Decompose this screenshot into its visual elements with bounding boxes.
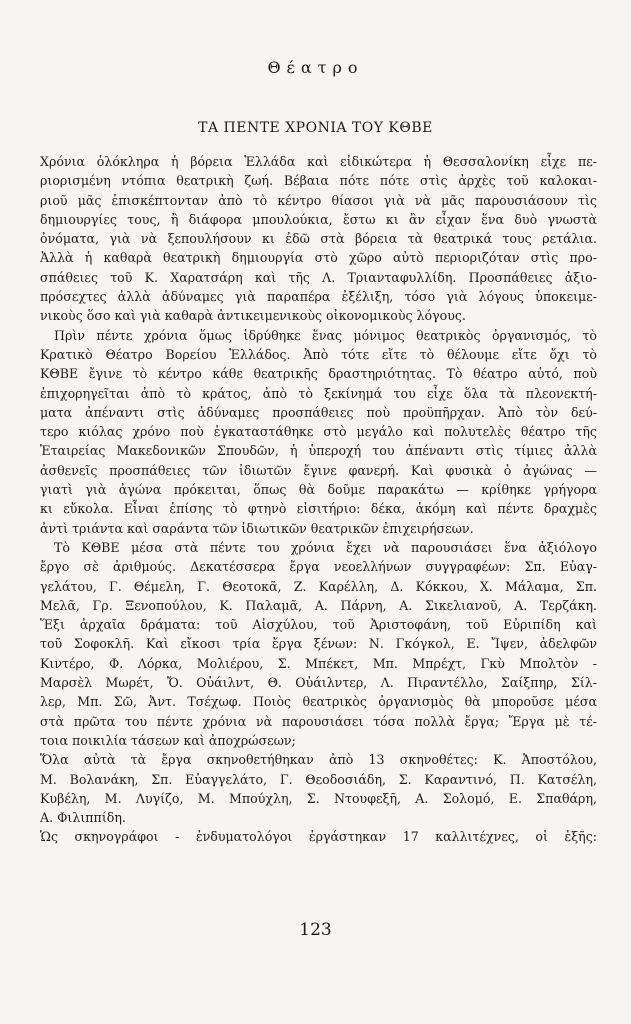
text-line: Κρατικὸ Θέατρο Βορείου Ἑλλάδος. Ἀπὸ τότε εἴτε τὸ θέλουμε εἴτε ὄχι τὸ <box>40 346 597 362</box>
paragraph <box>40 152 597 326</box>
text-line: στὰ πρῶτα του πέντε χρόνια νὰ παρουσιάσει τόσα πολλὰ ἔργα; Ἔργα μὲ τέ- <box>40 713 597 729</box>
text-line: Τὸ ΚΘΒΕ μέσα στὰ πέντε του χρόνια ἔχει νὰ παρουσιάσει ἕνα ἀξιόλογο <box>54 539 597 555</box>
paragraph <box>40 827 597 846</box>
text-line: τερο κιόλας χρόνο ποὺ ἐγκαταστάθηκε στὸ μεγάλο καὶ πολυτελὲς θέατρο τῆς <box>40 424 597 440</box>
text-line: ἀσθενεῖς προσπάθειες τῶν ἰδιωτῶν ἔγινε φανερή. Καὶ φυσικὰ ὁ ἀγώνας — <box>40 462 597 478</box>
article-body <box>40 152 597 847</box>
paragraph <box>40 750 597 827</box>
text-line: ἐπιχορηγεῖται ἀπὸ τὸ κράτος, ἀπὸ τὸ ξεκίνημά του εἶχε ὅλα τὰ πλεονεκτή- <box>40 385 597 401</box>
page-number: 123 <box>299 920 332 940</box>
text-line: Μ. Βολανάκη, Σπ. Εὐαγγελάτο, Γ. Θεοδοσιάδη, Σ. Καραντινό, Π. Κατσέλη, <box>40 771 597 787</box>
text-line: γελάτου, Γ. Θέμελη, Γ. Θεοτοκᾶ, Ζ. Καρέλλη, Δ. Κόκκου, Χ. Μάλαμα, Σπ. <box>40 578 597 594</box>
text-line: ΚΘΒΕ ἔγινε τὸ κέντρο κάθε θεατρικῆς δραστηριότητας. Τὸ θέατρο αὐτό, ποὺ <box>40 366 597 382</box>
text-line: κι εὔκολα. Εἶναι ἐπίσης τὸ φτηνὸ εἰσιτήριο: δέκα, ἀκόμη καὶ πέντε δραχμὲς <box>40 501 597 517</box>
text-line: Κυβέλη, Μ. Λυγίζο, Μ. Μπούχλη, Σ. Ντουφεξῆ, Α. Σολομό, Ε. Σπαθάρη, <box>40 790 597 806</box>
text-line: Πρὶν πέντε χρόνια ὅμως ἱδρύθηκε ἕνας μόνιμος θεατρικὸς ὀργανισμός, τὸ <box>54 327 597 343</box>
text-line: ματα ἀπέναντι στὶς ἀδύναμες προσπάθειες ποὺ προϋπῆρχαν. Ἀπὸ τὸν δεύ- <box>40 404 597 420</box>
text-line: ἔργο σὲ ἀριθμούς. Δεκατέσσερα ἔργα νεοελλήνων συγγραφέων: Σπ. Εὐαγ- <box>40 559 597 575</box>
text-line: νικοὺς ὅσο καὶ γιὰ καθαρὰ ἀντικειμενικοὺς οἰκονομικοὺς λόγους. <box>40 308 466 324</box>
paragraph <box>40 326 597 538</box>
paragraph <box>40 538 597 750</box>
text-line: Ὡς σκηνογράφοι - ἐνδυματολόγοι ἐργάστηκαν 17 καλλιτέχνες, οἱ ἑξῆς: <box>40 829 597 845</box>
text-line: τοια ποικιλία τάσεων καὶ ἀποχρώσεων; <box>40 732 296 748</box>
text-line: τοῦ Σοφοκλῆ. Καὶ εἴκοσι τρία ἔργα ξένων: Ν. Γκόγκολ, Ε. Ἴψεν, ἀδελφῶν <box>40 636 597 652</box>
section-title: Θέατρο <box>267 58 364 77</box>
text-line: σπάθειες τοῦ Κ. Χαρατσάρη καὶ τῆς Λ. Τριανταφυλλίδη. Προσπάθειες ἀξιο- <box>40 269 597 285</box>
text-line: Ἑταιρείας Μακεδονικῶν Σπουδῶν, ἡ ὑπεροχή του ἀπέναντι στὶς τίμιες ἀλλὰ <box>40 443 597 459</box>
text-line: πρόσεχτες ἀλλὰ ἀδύναμες γιὰ παραπέρα ἐξέλιξη, τόσο γιὰ λόγους ὑποκειμε- <box>40 289 597 305</box>
text-line: Μαρσὲλ Μωρέτ, Ὄ. Οὐάιλντ, Θ. Οὐάιλντερ, Λ. Πιραντέλλο, Σαίξπηρ, Σίλ- <box>40 675 597 691</box>
text-line: Μελᾶ, Γρ. Ξενοπούλου, Κ. Παλαμᾶ, Α. Πάρνη, Α. Σικελιανοῦ, Α. Τερζάκη. <box>40 597 597 613</box>
text-line: Χρόνια ὁλόκληρα ἡ βόρεια Ἑλλάδα καὶ εἰδικώτερα ἡ Θεσσαλονίκη εἶχε πε- <box>40 154 597 169</box>
text-line: ὀνόματα, γιὰ νὰ ξεπουλήσουν κι ἐδῶ στὰ βόρεια τὰ θεατρικά τους ρετάλια. <box>40 231 597 247</box>
text-line: γιατὶ γιὰ ἀγώνα πρόκειται, ὅπως θὰ δοῦμε παρακάτω — κρίθηκε γρήγορα <box>40 482 597 498</box>
text-line: ἀντὶ τριάντα καὶ σαράντα τῶν ἰδιωτικῶν θεατρικῶν ἐπιχειρήσεων. <box>40 520 474 536</box>
text-line: Ἕξι ἀρχαῖα δράματα: τοῦ Αἰσχύλου, τοῦ Ἀριστοφάνη, τοῦ Εὐριπίδη καὶ <box>40 617 597 633</box>
article-title: ΤΑ ΠΕΝΤΕ ΧΡΟΝΙΑ ΤΟΥ ΚΘΒΕ <box>198 120 433 136</box>
text-line: Ἀλλὰ ἡ καθαρὰ θεατρικὴ δημιουργία στὸ χῶρο αὐτὸ περιοριζόταν στὶς προ- <box>40 250 597 266</box>
text-line: ριορισμένη ντόπια θεατρικὴ ζωή. Βέβαια πότε πότε στὶς ἀρχὲς τοῦ καλοκαι- <box>40 173 597 189</box>
text-line: δημιουργίες τους, ἢ διάφορα μπουλούκια, ἔστω κι ἂν εἶχαν ἕνα δυὸ γνωστὰ <box>40 211 597 227</box>
text-line: Ὅλα αὐτὰ τὰ ἔργα σκηνοθετήθηκαν ἀπὸ 13 σκηνοθέτες: Κ. Ἀποστόλου, <box>40 752 597 768</box>
text-line: Α. Φιλιππίδη. <box>40 810 126 826</box>
text-line: ριοῦ μᾶς ἐπισκέπτονταν ἀπὸ τὸ κέντρο θίασοι γιὰ νὰ μᾶς παρουσιάσουν τὶς <box>40 192 597 208</box>
text-line: λερ, Μπ. Σῶ, Ἀντ. Τσέχωφ. Ποιὸς θεατρικὸς ὀργανισμὸς θὰ μποροῦσε μέσα <box>40 694 597 710</box>
text-line: Κιντέρο, Φ. Λόρκα, Μολιέρου, Σ. Μπέκετ, Μπ. Μπρέχτ, Γκὺ Μπολτὸν - <box>40 655 597 671</box>
